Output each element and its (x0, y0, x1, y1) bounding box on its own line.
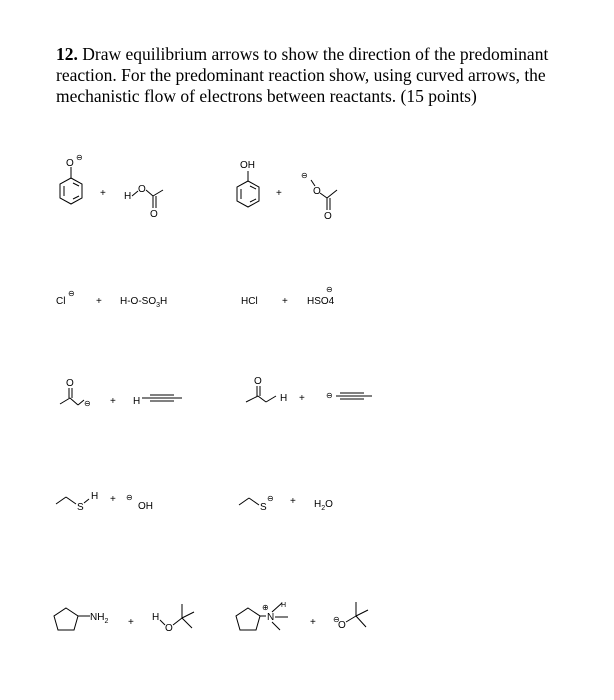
plus-sign: + (96, 296, 102, 307)
carbonyl-oxygen-label: O (150, 209, 158, 220)
carbonyl-oxygen-label: O (254, 376, 262, 387)
oxygen-label: O (66, 158, 74, 169)
formula-subscript: 2 (321, 505, 326, 512)
plus-sign: + (128, 617, 134, 628)
chloride-label: Cl (56, 296, 66, 307)
hydrogen-label: H (280, 393, 288, 404)
formula-subscript: 3 (156, 302, 161, 309)
plus-sign: + (110, 494, 116, 505)
oxygen-label: O (313, 186, 321, 197)
question-number: 12. (56, 44, 78, 64)
hydroxide-label: OH (138, 501, 153, 512)
hydroxyl-label: OH (240, 160, 255, 171)
row3-left-enolate (60, 378, 91, 408)
hydrogen-label: H (281, 602, 287, 609)
negative-charge: ⊖ (76, 153, 83, 162)
row4-right-thiolate (239, 494, 274, 513)
plus-sign: + (282, 296, 288, 307)
sulfur-label: S (260, 502, 267, 513)
row3-left-propyne (133, 395, 182, 407)
hcl-label: HCl (241, 296, 258, 307)
water-label (314, 499, 333, 512)
formula-end: O (325, 499, 333, 510)
hydrogen-label: H (124, 191, 132, 202)
plus-sign: + (299, 393, 305, 404)
formula-main: NH (90, 612, 105, 623)
plus-sign: + (310, 617, 316, 628)
row4-left-thiol (56, 491, 98, 513)
negative-charge: ⊖ (326, 391, 333, 400)
oxygen-label: O (165, 623, 173, 634)
row5-right-tert-butoxide (333, 602, 368, 631)
plus-sign: + (276, 188, 282, 199)
oxygen-label: O (138, 184, 146, 195)
row2-left-chloride (56, 289, 75, 307)
oxygen-label: O (338, 620, 346, 631)
hydrogen-label: H (133, 396, 141, 407)
row5-left-cyclopentylamine (54, 608, 108, 630)
hydrogen-label: H (91, 491, 99, 502)
row5-left-tert-butanol (152, 604, 194, 634)
carbonyl-oxygen-label: O (66, 378, 74, 389)
formula-subscript: 2 (104, 618, 109, 625)
sulfur-label: S (77, 502, 84, 513)
bisulfate-label: HSO4 (307, 296, 335, 307)
row1-right-phenol (237, 160, 259, 207)
row1-left-acetic-acid (124, 184, 163, 220)
hydrogen-label: H (152, 612, 160, 623)
amine-label (90, 612, 108, 625)
negative-charge: ⊖ (326, 285, 333, 294)
row2-right-bisulfate (307, 285, 335, 307)
row1-right-acetate (301, 171, 337, 222)
plus-sign: + (110, 396, 116, 407)
negative-charge: ⊖ (301, 171, 308, 180)
row1-left-phenoxide (60, 153, 83, 204)
negative-charge: ⊖ (68, 289, 75, 298)
row3-right-acetylide (326, 391, 372, 400)
negative-charge: ⊖ (84, 399, 91, 408)
negative-charge: ⊖ (333, 615, 340, 624)
positive-charge: ⊕ (262, 603, 269, 612)
sulfuric-acid-label (120, 296, 167, 309)
plus-sign: + (290, 496, 296, 507)
row4-left-hydroxide (126, 493, 153, 512)
row5-right-ammonium (236, 602, 288, 630)
formula-main: H-O-SO (120, 296, 157, 307)
nitrogen-label: N (267, 612, 275, 623)
negative-charge: ⊖ (267, 494, 274, 503)
question-body: Draw equilibrium arrows to show the direction of the predominant reaction. For the predominant reaction show, using curved arrows, the mechanistic flow of electrons between reactants. (15 points) (56, 44, 549, 106)
negative-charge: ⊖ (126, 493, 133, 502)
formula-main: H (314, 499, 322, 510)
plus-sign: + (100, 188, 106, 199)
formula-end: H (160, 296, 168, 307)
carbonyl-oxygen-label: O (324, 211, 332, 222)
row3-right-aldehyde (246, 376, 287, 404)
